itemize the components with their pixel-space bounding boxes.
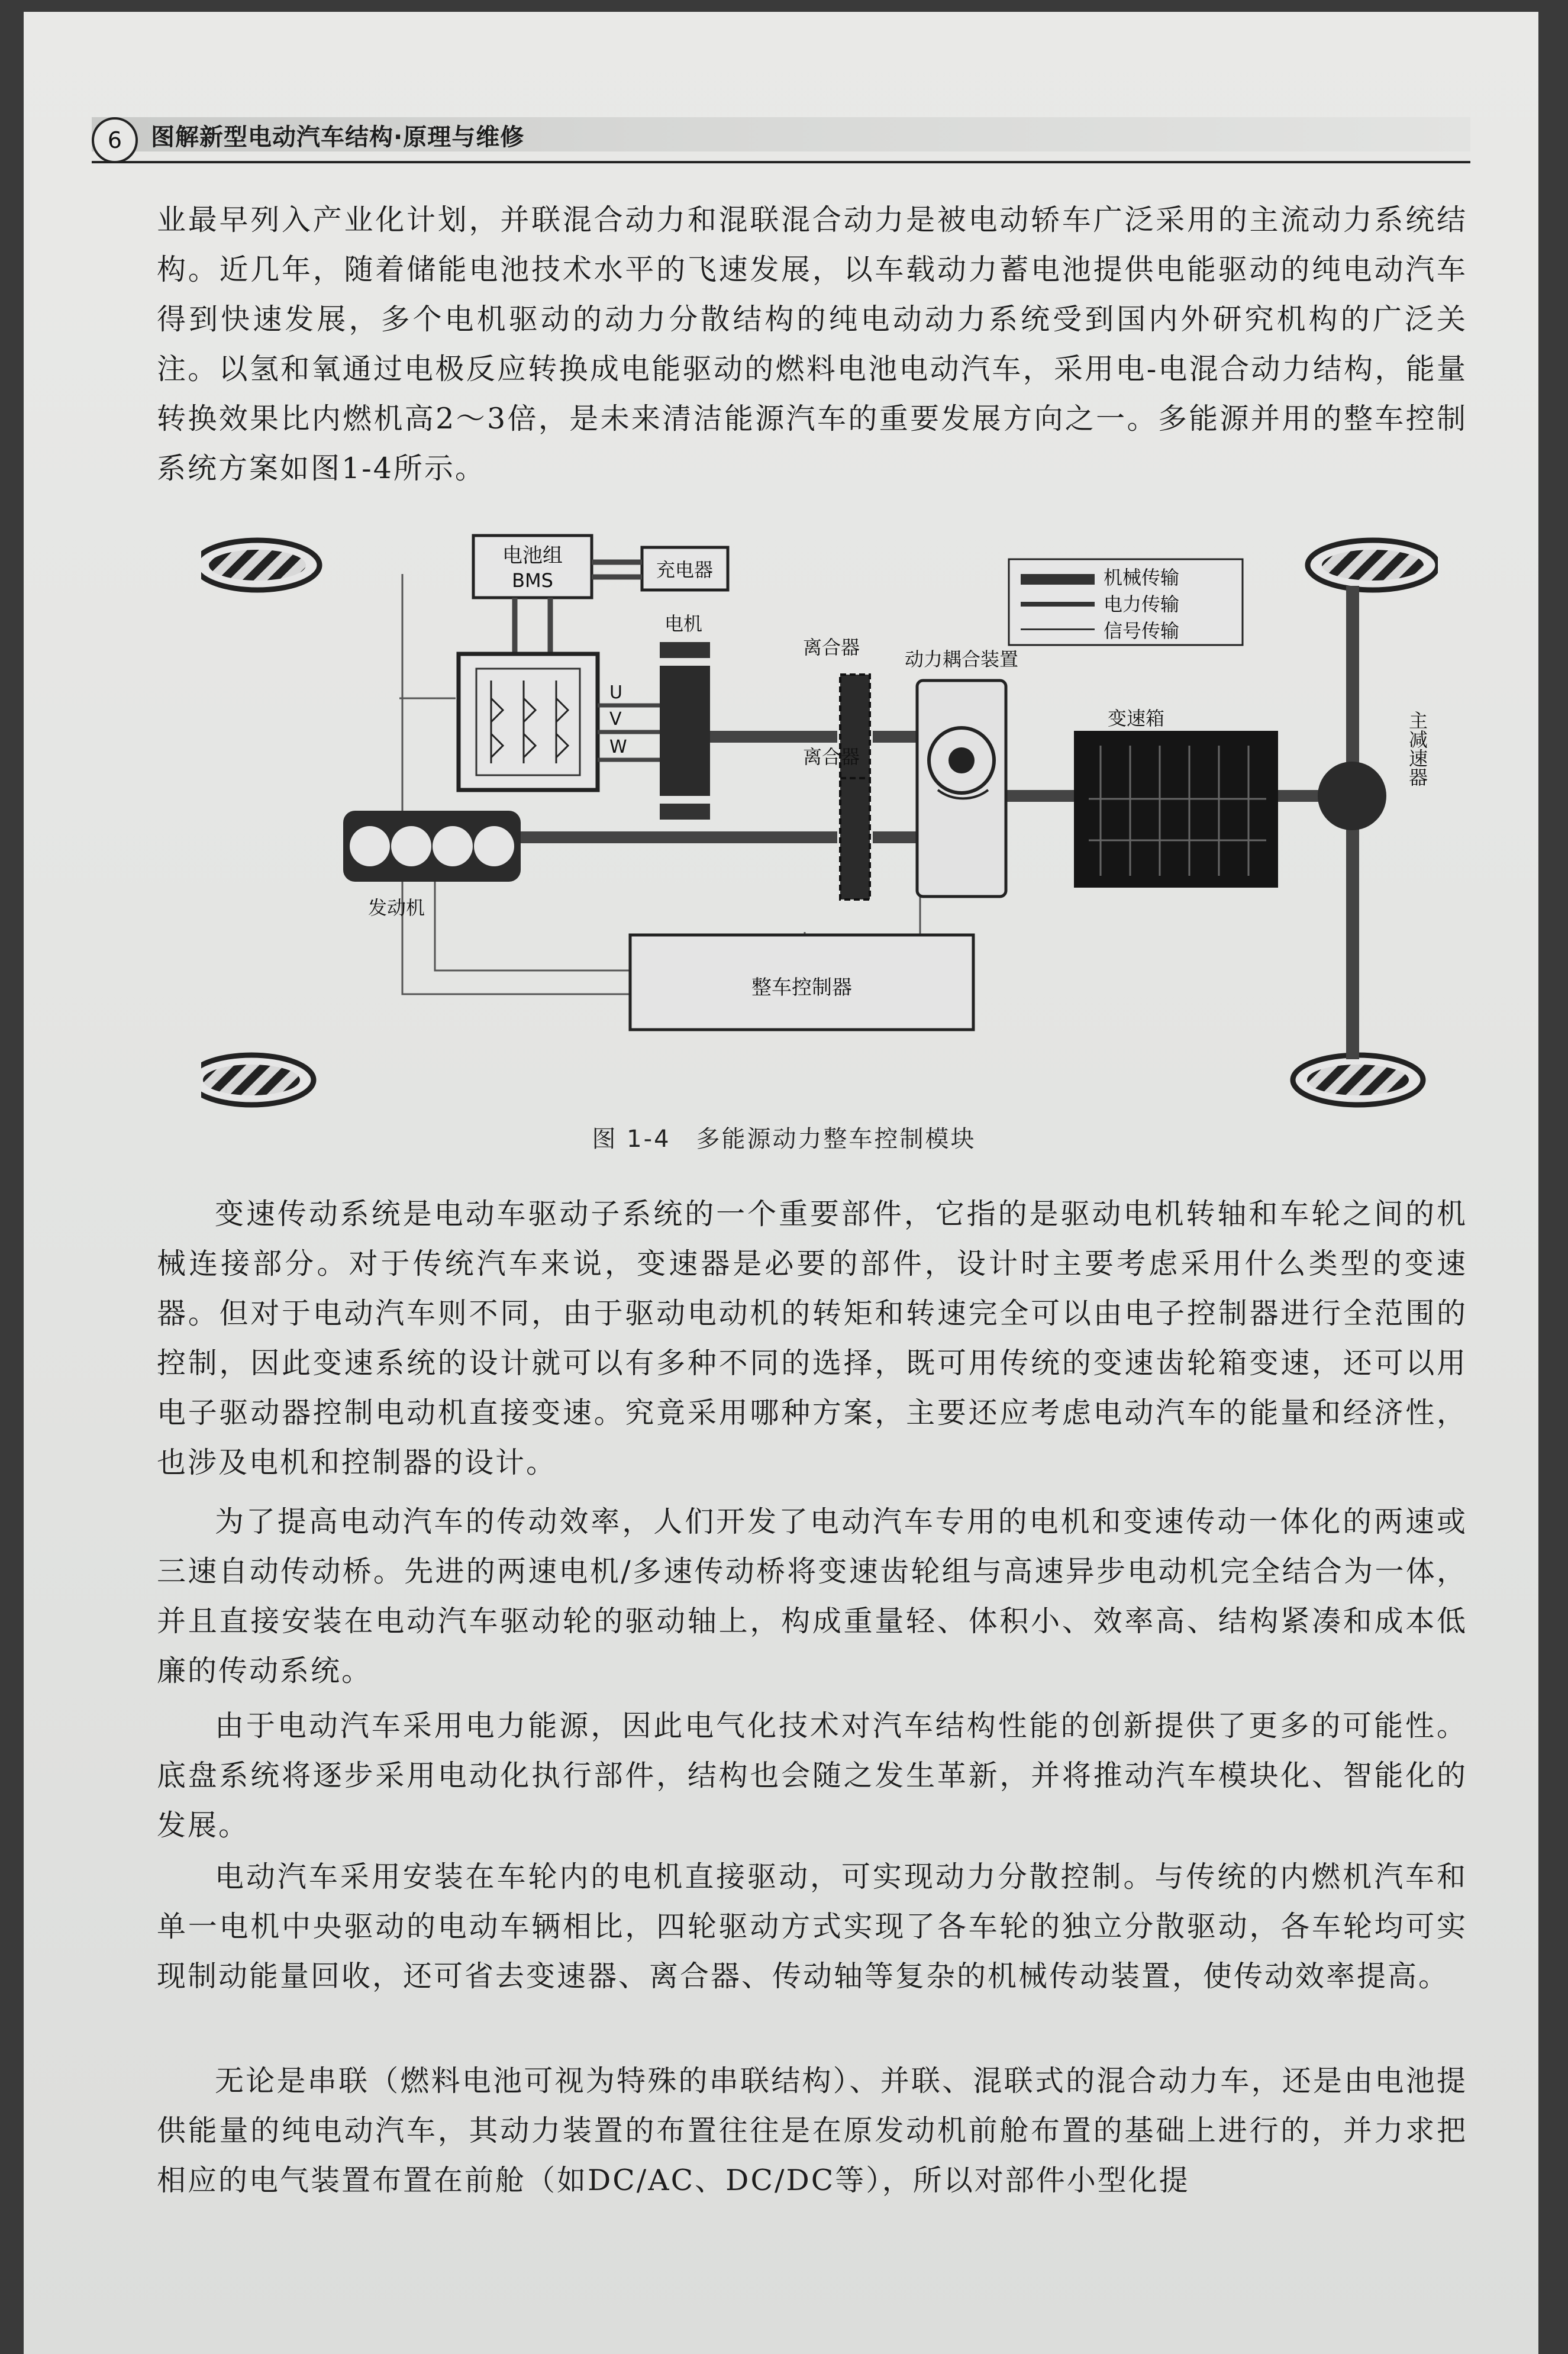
coupling-box (917, 681, 1006, 897)
header-rule (92, 161, 1470, 163)
wheel-front-right (1308, 540, 1438, 590)
phase-v-label: V (609, 709, 622, 730)
book-title: 图解新型电动汽车结构·原理与维修 (151, 124, 525, 151)
wheel-rear-right (1293, 1055, 1423, 1105)
legend-signal: 信号传输 (1104, 620, 1180, 642)
paragraph-efficiency: 为了提高电动汽车的传动效率，人们开发了电动汽车专用的电机和变速传动一体化的两速或三速自动传动桥。先进的两速电机/多速传动桥将变速齿轮组与高速异步电动机完全结合为一体，并且直接安装在电动汽车驱动轮的驱动轴上，构成重量轻、体积小、效率高、结构紧凑和成本低廉的传动系统。 (157, 1505, 1467, 1688)
figure-1-4 (201, 521, 1438, 1136)
bms-label: BMS (512, 569, 553, 592)
final-drive-label: 主减速器 (1406, 711, 1428, 786)
paragraph-hub-motor: 电动汽车采用安装在车轮内的电机直接驱动，可实现动力分散控制。与传统的内燃机汽车和单一电机中央驱动的电动车辆相比，四轮驱动方式实现了各车轮的独立分散驱动，各车轮均可实现制动能量回收，还可省去变速器、离合器、传动轴等复杂的机械传动装置，使传动效率提高。 (157, 1860, 1467, 1993)
inverter-box (459, 654, 598, 790)
coupling-label: 动力耦合装置 (904, 648, 1019, 670)
clutch-bottom-label: 离合器 (802, 746, 860, 768)
clutch-top-label: 离合器 (802, 636, 860, 659)
motor-top-plate (660, 642, 710, 658)
vcu-label: 整车控制器 (751, 976, 852, 999)
paragraph-electrification: 由于电动汽车采用电力能源，因此电气化技术对汽车结构性能的创新提供了更多的可能性。底盘系统将逐步采用电动化执行部件，结构也会随之发生革新，并将推动汽车模块化、智能化的发展。 (157, 1709, 1467, 1842)
battery-label: 电池组 (502, 544, 563, 567)
legend-electrical: 电力传输 (1104, 593, 1180, 615)
wheel-front-left (201, 540, 320, 590)
phase-w-label: W (609, 737, 627, 757)
motor-body (660, 666, 710, 796)
gearbox-box (1074, 731, 1278, 888)
paragraph-transmission: 变速传动系统是电动车驱动子系统的一个重要部件，它指的是驱动电机转轴和车轮之间的机械连接部分。对于传统汽车来说，变速器是必要的部件，设计时主要考虑采用什么类型的变速器。但对于电动汽车则不同，由于驱动电动机的转矩和转速完全可以由电子控制器进行全范围的控制，因此变速系统的设计就可以有多种不同的选择，既可用传统的变速齿轮箱变速，还可以用电子驱动器控制电动机直接变速。究竟采用哪种方案，主要还应考虑电动汽车的能量和经济性，也涉及电机和控制器的设计。 (157, 1197, 1467, 1479)
engine-label: 发动机 (367, 897, 425, 919)
motor-label: 电机 (664, 612, 703, 635)
final-drive (1318, 762, 1386, 830)
wheel-rear-left (201, 1055, 314, 1105)
control-system-diagram (201, 521, 1438, 1136)
motor-bottom-plate (660, 804, 710, 820)
page-number: 6 (92, 117, 138, 163)
paragraph-layout: 无论是串联（燃料电池可视为特殊的串联结构）、并联、混联式的混合动力车，还是由电池提供能量的纯电动汽车，其动力装置的布置往往是在原发动机前舱布置的基础上进行的，并力求把相应的电气装置布置在前舱（如DC/AC、DC/DC等），所以对部件小型化提 (157, 2064, 1467, 2197)
charger-label: 充电器 (656, 559, 714, 581)
clutch-bottom (840, 778, 870, 899)
gearbox-label: 变速箱 (1107, 707, 1165, 730)
figure-caption: 图 1-4 多能源动力整车控制模块 (592, 1126, 976, 1153)
legend-mechanical: 机械传输 (1104, 566, 1180, 589)
intro-paragraph: 业最早列入产业化计划，并联混合动力和混联混合动力是被电动轿车广泛采用的主流动力系统结构。近几年，随着储能电池技术水平的飞速发展，以车载动力蓄电池提供电能驱动的纯电动汽车得到快速发展，多个电机驱动的动力分散结构的纯电动动力系统受到国内外研究机构的广泛关注。以氢和氧通过电极反应转换成电能驱动的燃料电池电动汽车，采用电-电混合动力结构，能量转换效果比内燃机高2～3倍，是未来清洁能源汽车的重要发展方向之一。多能源并用的整车控制系统方案如图1-4所示。 (157, 203, 1467, 485)
phase-u-label: U (609, 682, 622, 703)
